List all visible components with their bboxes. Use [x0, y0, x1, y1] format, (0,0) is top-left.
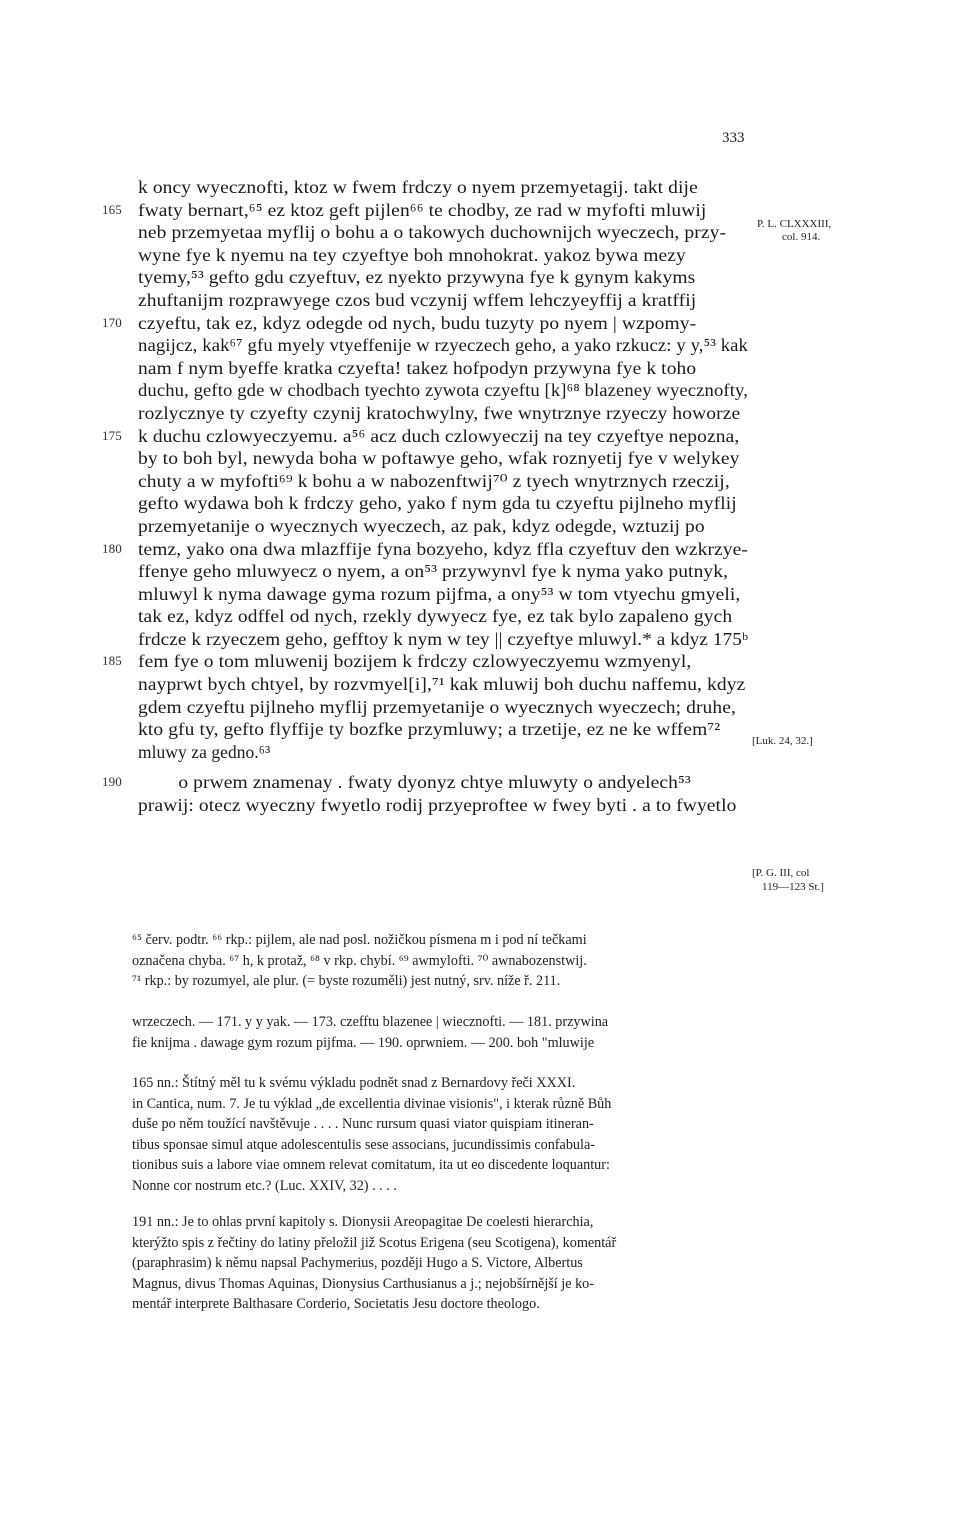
- text-line: [138, 221, 748, 244]
- line-text: nam f nym byeffe kratka czyefta! takez hofpodyn przywyna fye k toho: [138, 357, 697, 378]
- text-line: [138, 583, 748, 606]
- text-line: [138, 605, 748, 628]
- text-line: [138, 673, 748, 696]
- line-text: duchu, gefto gde w chodbach tyechto zywota czyeftu [k]⁶⁸ blazeney wyecznofty,: [138, 380, 748, 401]
- text-line: [102, 199, 748, 222]
- line-text: frdcze k rzyeczem geho, gefftoy k nym w tey || czyeftye mluwyl.* a kdyz 175ᵇ: [138, 628, 748, 649]
- line-text: o prwem znamenay . fwaty dyonyz chtye mluwyty o andyelech⁵³: [178, 772, 691, 793]
- text-line: [138, 741, 748, 764]
- line-number: 170: [102, 314, 122, 330]
- line-text: czyeftu, tak ez, kdyz odegde od nych, budu tuzyty po nyem | wzpomy-: [138, 312, 697, 333]
- text-line: [138, 447, 748, 470]
- line-text: nayprwt bych chtyel, by rozvmyel[i],⁷¹ kak mluwij boh duchu naffemu, kdyz: [138, 674, 746, 695]
- variant-notes: [132, 930, 744, 992]
- line-text: tyemy,⁵³ gefto gdu czyeftuv, ez nyekto przywyna fye k gynym kakyms: [138, 267, 696, 288]
- text-line: [138, 560, 748, 583]
- text-line: [138, 628, 748, 651]
- margin-note-pg-st: 119—123 St.]: [762, 881, 824, 893]
- commentary-line: (paraphrasim) k němu napsal Pachymerius, později Hugo a S. Victore, Albertus: [132, 1255, 583, 1272]
- line-text: prawij: otecz wyeczny fwyetlo rodij przyeproftee w fwey byti . a to fwyetlo: [138, 795, 737, 816]
- page-number: 333: [722, 130, 745, 146]
- line-number: 175: [102, 427, 122, 443]
- commentary-165: [132, 1073, 744, 1197]
- margin-note-luk: [Luk. 24, 32.]: [752, 735, 813, 747]
- line-text: gefto wydawa boh k frdczy geho, yako f nym gda tu czyeftu pijlneho myflij: [138, 493, 737, 514]
- line-number: 180: [102, 540, 122, 556]
- text-line: [138, 266, 748, 289]
- text-line: [138, 244, 748, 267]
- line-text: fem fye o tom mluwenij bozijem k frdczy czlowyeczyemu wzmyenyl,: [138, 651, 692, 672]
- margin-note-pl-col: col. 914.: [782, 231, 821, 243]
- commentary-191: [132, 1212, 744, 1315]
- collation-notes: [132, 1012, 744, 1053]
- commentary-line: tionibus suis a labore viae omnem relevat comitatum, ita ut eo discedente loquantur:: [132, 1157, 610, 1174]
- line-text: temz, yako ona dwa mlazffije fyna bozyeho, kdyz ffla czyeftuv den wzkrzye-: [138, 538, 748, 559]
- commentary-line: duše po něm toužící navštěvuje . . . . Nunc rursum quasi viator quispiam itineran-: [132, 1116, 594, 1133]
- text-line: [138, 402, 748, 425]
- commentary-line: Nonne cor nostrum etc.? (Luc. XXIV, 32) . . . .: [132, 1177, 397, 1194]
- collation-note-line: wrzeczech. — 171. y y yak. — 173. czefftu blazenee | wiecznofti. — 181. przywina: [132, 1014, 609, 1030]
- line-text: chuty a w myfofti⁶⁹ k bohu a w nabozenftwij⁷⁰ z tyech wnytrznych rzeczij,: [138, 470, 730, 491]
- margin-note-pl: P. L. CLXXXIII,: [757, 218, 832, 230]
- line-number: 165: [102, 201, 122, 217]
- line-text: mluwyl k nyma dawage gyma rozum pijfma, a ony⁵³ w tom vtyechu gmyeli,: [138, 583, 741, 604]
- text-line: [138, 176, 748, 199]
- variant-note-line: ⁶⁵ červ. podtr. ⁶⁶ rkp.: pijlem, ale nad posl. nožičkou písmena m i pod ní tečkami: [132, 932, 587, 948]
- line-text: fwaty bernart,⁶⁵ ez ktoz geft pijlen⁶⁶ te chodby, ze rad w myfofti mluwij: [138, 199, 707, 220]
- text-line: [102, 538, 748, 561]
- main-text-block: [102, 176, 748, 817]
- line-text: kto gfu ty, gefto flyffije ty bozfke przymluwy; a trzetije, ez ne ke wffem⁷²: [138, 719, 721, 740]
- line-text: k duchu czlowyeczyemu. a⁵⁶ acz duch czlowyeczij na tey czyeftye nepozna,: [138, 425, 740, 446]
- text-line: [138, 696, 748, 719]
- line-text: rozlycznye ty czyefty czynij kratochwylny, fwe wnytrznye rzyeczy howorze: [138, 402, 741, 423]
- text-line: [138, 357, 748, 380]
- commentary-line: Magnus, divus Thomas Aquinas, Dionysius Carthusianus a j.; nejobšírnější je ko-: [132, 1275, 594, 1292]
- text-line: [138, 794, 748, 817]
- text-line: [138, 334, 748, 357]
- line-number: 190: [102, 774, 122, 790]
- line-text: tak ez, kdyz odffel od nych, rzekly dywyecz fye, ez tak bylo zapaleno gych: [138, 606, 733, 627]
- text-line: [102, 425, 748, 448]
- commentary-line: in Cantica, num. 7. Je tu výklad „de excellentia divinae visionis", i kterak různě Bůh: [132, 1095, 612, 1112]
- line-text: gdem czyeftu pijlneho myflij przemyetanije o wyecznych wyeczech; druhe,: [138, 696, 736, 717]
- line-text: nagijcz, kak⁶⁷ gfu myely vtyeffenije w rzyeczech geho, a yako rzkucz: y y,⁵³ kak: [138, 335, 748, 356]
- variant-note-line: ⁷¹ rkp.: by rozumyel, ale plur. (= byste rozuměli) jest nutný, srv. níže ř. 211.: [132, 973, 561, 989]
- text-line: [138, 289, 748, 312]
- text-line: [102, 650, 748, 673]
- text-line: [138, 718, 748, 741]
- line-text: by to boh byl, newyda boha w poftawye geho, wfak roznyetij fye v welykey: [138, 448, 740, 469]
- line-number: 185: [102, 653, 122, 669]
- commentary-line: kterýžto spis z řečtiny do latiny přeložil již Scotus Erigena (seu Scotigena), komentář: [132, 1234, 617, 1251]
- line-text: mluwy za gedno.⁶³: [138, 741, 271, 762]
- collation-note-line: fie knijma . dawage gym rozum pijfma. — 190. oprwniem. — 200. boh "mluwije: [132, 1034, 595, 1051]
- text-line: [102, 312, 748, 335]
- line-text: wyne fye k nyemu na tey czyeftye boh mnohokrat. yakoz bywa mezy: [138, 244, 686, 265]
- commentary-line: 165 nn.: Štítný měl tu k svému výkladu podnět snad z Bernardovy řeči XXXI.: [132, 1075, 576, 1091]
- line-text: zhuftanijm rozprawyege czos bud vczynij wffem lehczyeyffij a kratffij: [138, 289, 697, 310]
- text-line: [138, 379, 748, 402]
- text-line: [138, 492, 748, 515]
- commentary-line: mentář interprete Balthasare Corderio, Societatis Jesu doctore theologo.: [132, 1296, 540, 1313]
- text-line: [138, 470, 748, 493]
- commentary-line: tibus sponsae simul atque adolescentulis sese associans, jucundissimis confabula-: [132, 1136, 595, 1153]
- variant-note-line: označena chyba. ⁶⁷ h, k protaž, ⁶⁸ v rkp. chybí. ⁶⁹ awmylofti. ⁷⁰ awnabozenstwij.: [132, 952, 587, 969]
- line-text: ffenye geho mluwyecz o nyem, a on⁵³ przywynvl fye k nyma yako putnyk,: [138, 561, 729, 582]
- text-line: [102, 771, 748, 794]
- margin-note-pg: [P. G. III, col: [752, 867, 810, 879]
- line-text: k oncy wyecznofti, ktoz w fwem frdczy o nyem przemyetagij. takt dije: [138, 177, 698, 197]
- commentary-line: 191 nn.: Je to ohlas první kapitoly s. Dionysii Areopagitae De coelesti hierarchia,: [132, 1214, 594, 1230]
- line-text: neb przemyetaa myflij o bohu a o takowych duchownijch wyeczech, przy-: [138, 222, 727, 243]
- line-text: przemyetanije o wyecznych wyeczech, az pak, kdyz odegde, wztuzij po: [138, 515, 705, 536]
- text-line: [138, 515, 748, 538]
